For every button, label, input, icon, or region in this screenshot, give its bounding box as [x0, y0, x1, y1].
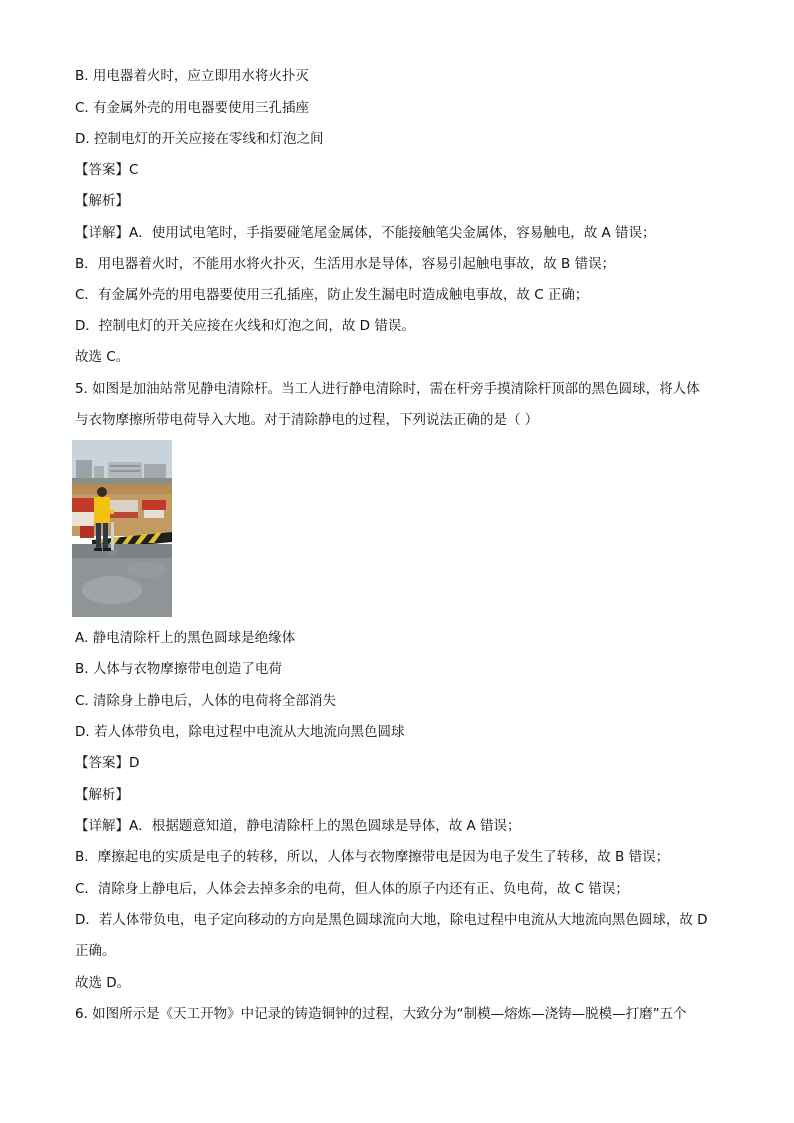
explanation-d-q4: D．控制电灯的开关应接在火线和灯泡之间，故 D 错误。: [75, 318, 415, 334]
explanation-c-q5: C．清除身上静电后，人体会去掉多余的电荷，但人体的原子内还有正、负电荷，故 C 错误；: [75, 881, 629, 897]
analysis-heading-q4: 【解析】: [75, 193, 129, 209]
explanation-a-q5: 【详解】A．根据题意知道，静电清除杆上的黑色圆球是导体，故 A 错误；: [75, 818, 521, 834]
explanation-d-q5-line-1: D．若人体带负电，电子定向移动的方向是黑色圆球流向大地，除电过程中电流从大地流向黑色圆球，故 D: [75, 912, 708, 928]
analysis-heading-q5: 【解析】: [75, 787, 129, 803]
explanation-b-q4: B．用电器着火时，不能用水将火扑灭，生活用水是导体，容易引起触电事故，故 B 错误；: [75, 256, 616, 272]
question-6-line-1: 6. 如图所示是《天工开物》中记录的铸造铜钟的过程，大致分为“制模—熔炼—浇铸—脱模—打磨”五个: [75, 1006, 687, 1022]
explanation-a-q4: 【详解】A．使用试电笔时，手指要碰笔尾金属体，不能接触笔尖金属体，容易触电，故 A 错误；: [75, 225, 656, 241]
question-5-line-1: 5. 如图是加油站常见静电清除杆。当工人进行静电清除时，需在杆旁手摸清除杆顶部的黑色圆球，将人体: [75, 381, 700, 397]
option-d-q5: D. 若人体带负电，除电过程中电流从大地流向黑色圆球: [75, 724, 405, 740]
option-b-q4: B. 用电器着火时，应立即用水将火扑灭: [75, 68, 309, 84]
answer-q5: 【答案】D: [75, 755, 140, 771]
option-c-q5: C. 清除身上静电后，人体的电荷将全部消失: [75, 693, 337, 709]
option-c-q4: C. 有金属外壳的用电器要使用三孔插座: [75, 100, 310, 116]
option-a-q5: A. 静电清除杆上的黑色圆球是绝缘体: [75, 630, 296, 646]
option-b-q5: B. 人体与衣物摩擦带电创造了电荷: [75, 661, 282, 677]
option-d-q4: D. 控制电灯的开关应接在零线和灯泡之间: [75, 131, 324, 147]
conclusion-q4: 故选 C。: [75, 349, 130, 365]
static-discharge-pole-photo: [72, 440, 172, 617]
explanation-b-q5: B．摩擦起电的实质是电子的转移，所以，人体与衣物摩擦带电是因为电子发生了转移，故 B 错误；: [75, 849, 670, 865]
question-5-line-2: 与衣物摩擦所带电荷导入大地。对于清除静电的过程，下列说法正确的是（ ）: [75, 412, 539, 428]
explanation-d-q5-line-2: 正确。: [75, 943, 116, 959]
conclusion-q5: 故选 D。: [75, 975, 131, 991]
answer-q4: 【答案】C: [75, 162, 139, 178]
explanation-c-q4: C．有金属外壳的用电器要使用三孔插座，防止发生漏电时造成触电事故，故 C 正确；: [75, 287, 589, 303]
